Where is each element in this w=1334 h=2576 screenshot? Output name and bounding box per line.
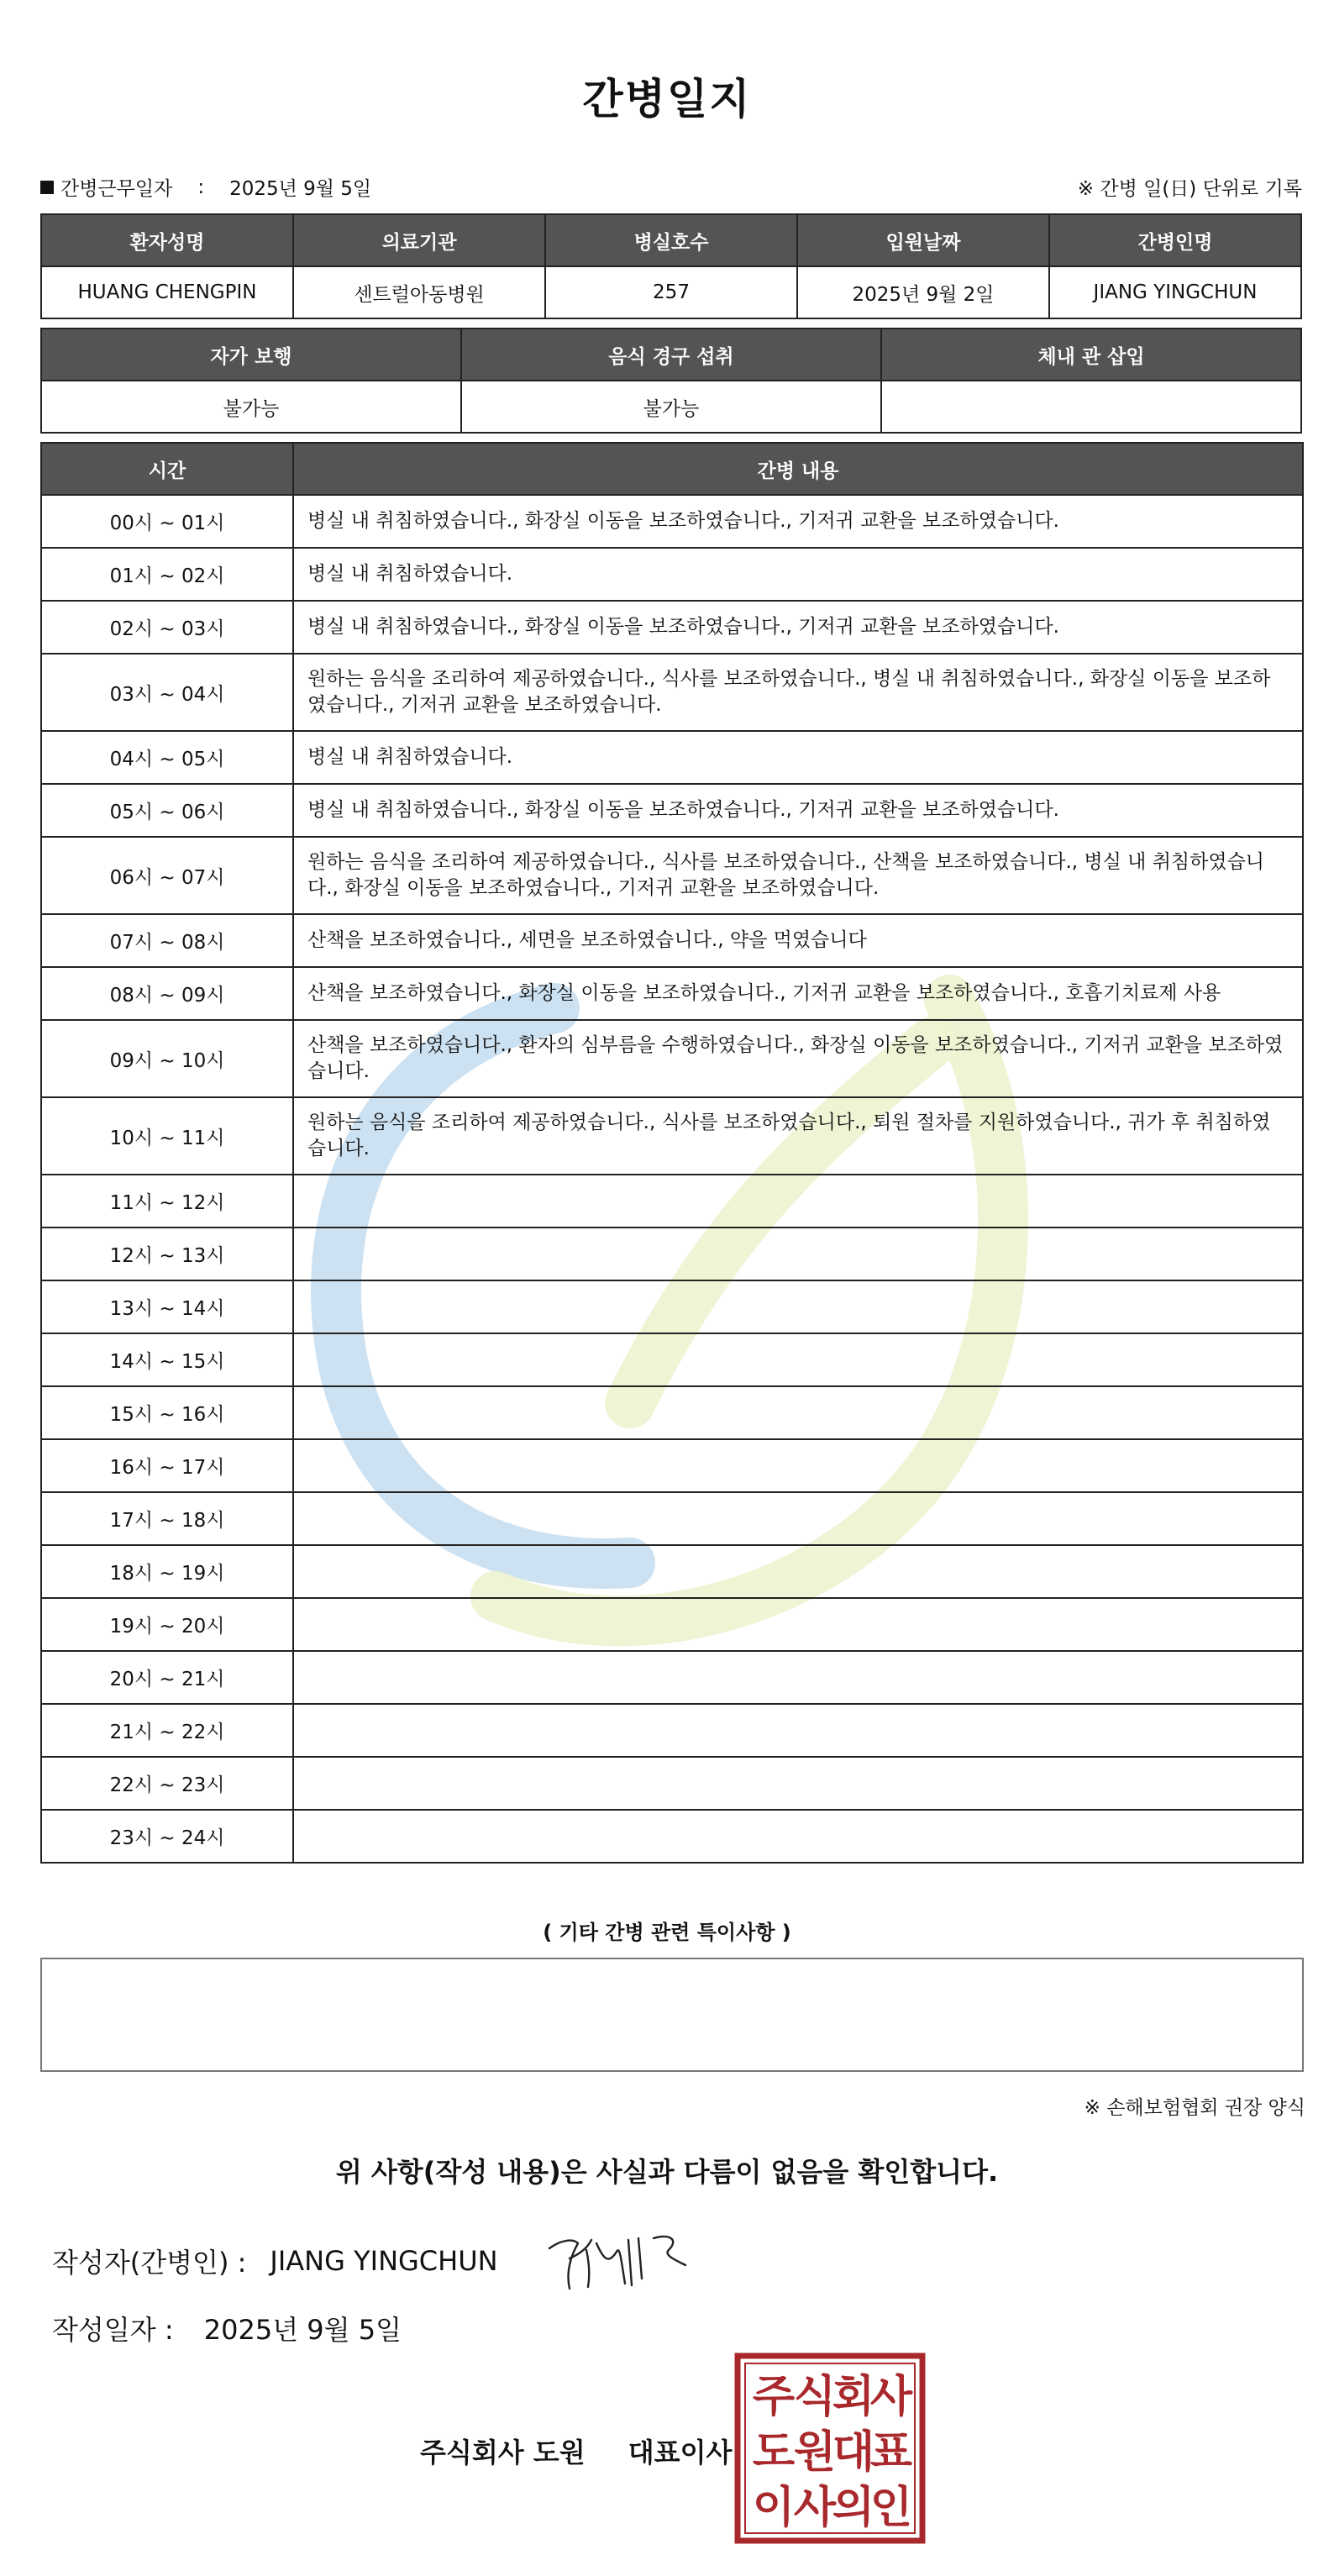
care-log-row [41, 1651, 1303, 1704]
care-log-row [41, 784, 1303, 837]
care-log-row [41, 914, 1303, 967]
time-slot: 10시 ~ 11시 [41, 1097, 293, 1175]
care-log-table [40, 442, 1304, 1864]
header-room: 병실호수 [545, 214, 797, 266]
svg-text:원: 원 [793, 2427, 837, 2478]
care-content: 원하는 음식을 조리하여 제공하였습니다., 식사를 보조하였습니다., 산책을 보조하였습니다., 병실 내 취침하였습니다., 화장실 이동을 보조하였습니다., 기저귀 교환을 보조하였습니다. [293, 837, 1303, 914]
patient-name: HUANG CHENGPIN [41, 266, 293, 318]
confirmation-statement: 위 사항(작성 내용)은 사실과 다름이 없음을 확인합니다. [335, 2156, 999, 2188]
svg-text:도: 도 [752, 2427, 796, 2478]
form-note: ※ 손해보험협회 권장 양식 [1084, 2097, 1305, 2119]
care-content [293, 1704, 1303, 1757]
svg-text:회: 회 [832, 2372, 875, 2422]
svg-text:주: 주 [752, 2372, 796, 2422]
time-slot: 16시 ~ 17시 [41, 1439, 293, 1492]
care-log-row [41, 495, 1303, 548]
care-content [293, 1386, 1303, 1439]
company-seal-stamp [734, 2353, 926, 2544]
care-log-row [41, 1333, 1303, 1386]
time-slot: 01시 ~ 02시 [41, 548, 293, 601]
time-slot: 06시 ~ 07시 [41, 837, 293, 914]
patient-info-value-row [41, 266, 1301, 318]
care-content: 병실 내 취침하였습니다. [293, 548, 1303, 601]
care-content [293, 1280, 1303, 1333]
svg-text:표: 표 [869, 2427, 913, 2478]
remarks-title: ( 기타 간병 관련 특이사항 ) [543, 1921, 791, 1944]
record-unit-note: ※ 간병 일(日) 단위로 기록 [1077, 178, 1302, 200]
work-date-label: 간병근무일자 [60, 178, 173, 200]
svg-text:식: 식 [793, 2372, 837, 2422]
header-care-content: 간병 내용 [293, 443, 1303, 495]
write-date-label: 작성일자 : [52, 2314, 174, 2346]
care-log-row [41, 1097, 1303, 1175]
care-content [293, 1651, 1303, 1704]
care-log-row [41, 601, 1303, 654]
svg-text:이: 이 [752, 2483, 796, 2533]
svg-text:사: 사 [869, 2372, 913, 2422]
time-slot: 03시 ~ 04시 [41, 654, 293, 731]
care-content: 원하는 음식을 조리하여 제공하였습니다., 식사를 보조하였습니다., 퇴원 절차를 지원하였습니다., 귀가 후 취침하였습니다. [293, 1097, 1303, 1175]
time-slot: 18시 ~ 19시 [41, 1545, 293, 1598]
write-date-line [52, 2309, 402, 2347]
work-date-value: 2025년 9월 5일 [229, 178, 372, 200]
care-log-body [41, 495, 1303, 1863]
time-slot: 07시 ~ 08시 [41, 914, 293, 967]
care-log-row [41, 1810, 1303, 1863]
time-slot: 23시 ~ 24시 [41, 1810, 293, 1863]
header-admission-date: 입원날짜 [797, 214, 1049, 266]
care-log-row [41, 967, 1303, 1020]
care-content: 병실 내 취침하였습니다. [293, 731, 1303, 784]
svg-text:인: 인 [869, 2483, 913, 2533]
work-date-separator: : [197, 176, 205, 198]
care-content [293, 1492, 1303, 1545]
header-oral-intake: 음식 경구 섭취 [461, 329, 881, 381]
patient-info-header-row [41, 214, 1301, 266]
care-log-row [41, 837, 1303, 914]
care-log-row [41, 1492, 1303, 1545]
time-slot: 08시 ~ 09시 [41, 967, 293, 1020]
header-hospital: 의료기관 [293, 214, 545, 266]
care-log-row [41, 1545, 1303, 1598]
care-log-row [41, 1386, 1303, 1439]
writer-name: JIANG YINGCHUN [270, 2245, 498, 2277]
care-log-row [41, 1280, 1303, 1333]
status-value-row [41, 381, 1301, 433]
status-header-row [41, 329, 1301, 381]
company-name: 주식회사 도원 [420, 2437, 586, 2468]
header-self-walking: 자가 보행 [41, 329, 461, 381]
time-slot: 09시 ~ 10시 [41, 1020, 293, 1097]
patient-status-table [40, 328, 1302, 434]
care-content [293, 1757, 1303, 1810]
self-walking-value: 불가능 [41, 381, 461, 433]
care-content [293, 1228, 1303, 1280]
company-line [420, 2431, 732, 2470]
care-log-row [41, 1020, 1303, 1097]
svg-text:의: 의 [832, 2483, 875, 2533]
hospital-name: 센트럴아동병원 [293, 266, 545, 318]
time-slot: 05시 ~ 06시 [41, 784, 293, 837]
care-content [293, 1598, 1303, 1651]
svg-text:대: 대 [832, 2427, 875, 2478]
time-slot: 13시 ~ 14시 [41, 1280, 293, 1333]
care-log-row [41, 548, 1303, 601]
remarks-box [40, 1958, 1304, 2072]
time-slot: 20시 ~ 21시 [41, 1651, 293, 1704]
care-content: 병실 내 취침하였습니다., 화장실 이동을 보조하였습니다., 기저귀 교환을 보조하였습니다. [293, 601, 1303, 654]
svg-text:사: 사 [793, 2483, 837, 2533]
care-content [293, 1810, 1303, 1863]
writer-label: 작성자(간병인) : [52, 2247, 247, 2279]
time-slot: 02시 ~ 03시 [41, 601, 293, 654]
time-slot: 19시 ~ 20시 [41, 1598, 293, 1651]
writer-line [52, 2242, 498, 2280]
care-log-header-row [41, 443, 1303, 495]
care-log-row [41, 1757, 1303, 1810]
care-content [293, 1333, 1303, 1386]
care-content [293, 1175, 1303, 1228]
care-content [293, 1545, 1303, 1598]
care-log-row [41, 1704, 1303, 1757]
header-tube-insertion: 체내 관 삽입 [881, 329, 1301, 381]
care-log-row [41, 1439, 1303, 1492]
time-slot: 22시 ~ 23시 [41, 1757, 293, 1810]
admission-date: 2025년 9월 2일 [797, 266, 1049, 318]
handwritten-signature [544, 2225, 696, 2294]
work-date-line [40, 173, 371, 201]
time-slot: 15시 ~ 16시 [41, 1386, 293, 1439]
care-content: 병실 내 취침하였습니다., 화장실 이동을 보조하였습니다., 기저귀 교환을 보조하였습니다. [293, 495, 1303, 548]
tube-insertion-value [881, 381, 1301, 433]
header-patient-name: 환자성명 [41, 214, 293, 266]
caregiver-name: JIANG YINGCHUN [1049, 266, 1301, 318]
care-log-row [41, 1175, 1303, 1228]
time-slot: 21시 ~ 22시 [41, 1704, 293, 1757]
care-log-row [41, 731, 1303, 784]
care-content: 산책을 보조하였습니다., 환자의 심부름을 수행하였습니다., 화장실 이동을 보조하였습니다., 기저귀 교환을 보조하였습니다. [293, 1020, 1303, 1097]
time-slot: 14시 ~ 15시 [41, 1333, 293, 1386]
time-slot: 04시 ~ 05시 [41, 731, 293, 784]
care-log-row [41, 1228, 1303, 1280]
write-date-value: 2025년 9월 5일 [203, 2314, 402, 2346]
care-log-row [41, 654, 1303, 731]
room-number: 257 [545, 266, 797, 318]
care-content: 산책을 보조하였습니다., 화장실 이동을 보조하였습니다., 기저귀 교환을 보조하였습니다., 호흡기치료제 사용 [293, 967, 1303, 1020]
time-slot: 00시 ~ 01시 [41, 495, 293, 548]
care-content: 원하는 음식을 조리하여 제공하였습니다., 식사를 보조하였습니다., 병실 내 취침하였습니다., 화장실 이동을 보조하였습니다., 기저귀 교환을 보조하였습니다. [293, 654, 1303, 731]
square-bullet-icon [40, 181, 54, 194]
patient-info-table [40, 213, 1302, 319]
header-caregiver-name: 간병인명 [1049, 214, 1301, 266]
oral-intake-value: 불가능 [461, 381, 881, 433]
time-slot: 17시 ~ 18시 [41, 1492, 293, 1545]
time-slot: 11시 ~ 12시 [41, 1175, 293, 1228]
care-content: 산책을 보조하였습니다., 세면을 보조하였습니다., 약을 먹였습니다 [293, 914, 1303, 967]
header-time: 시간 [41, 443, 293, 495]
time-slot: 12시 ~ 13시 [41, 1228, 293, 1280]
ceo-label: 대표이사 [628, 2437, 733, 2468]
care-content [293, 1439, 1303, 1492]
page-title: 간병일지 [582, 75, 752, 124]
care-log-row [41, 1598, 1303, 1651]
care-content: 병실 내 취침하였습니다., 화장실 이동을 보조하였습니다., 기저귀 교환을 보조하였습니다. [293, 784, 1303, 837]
